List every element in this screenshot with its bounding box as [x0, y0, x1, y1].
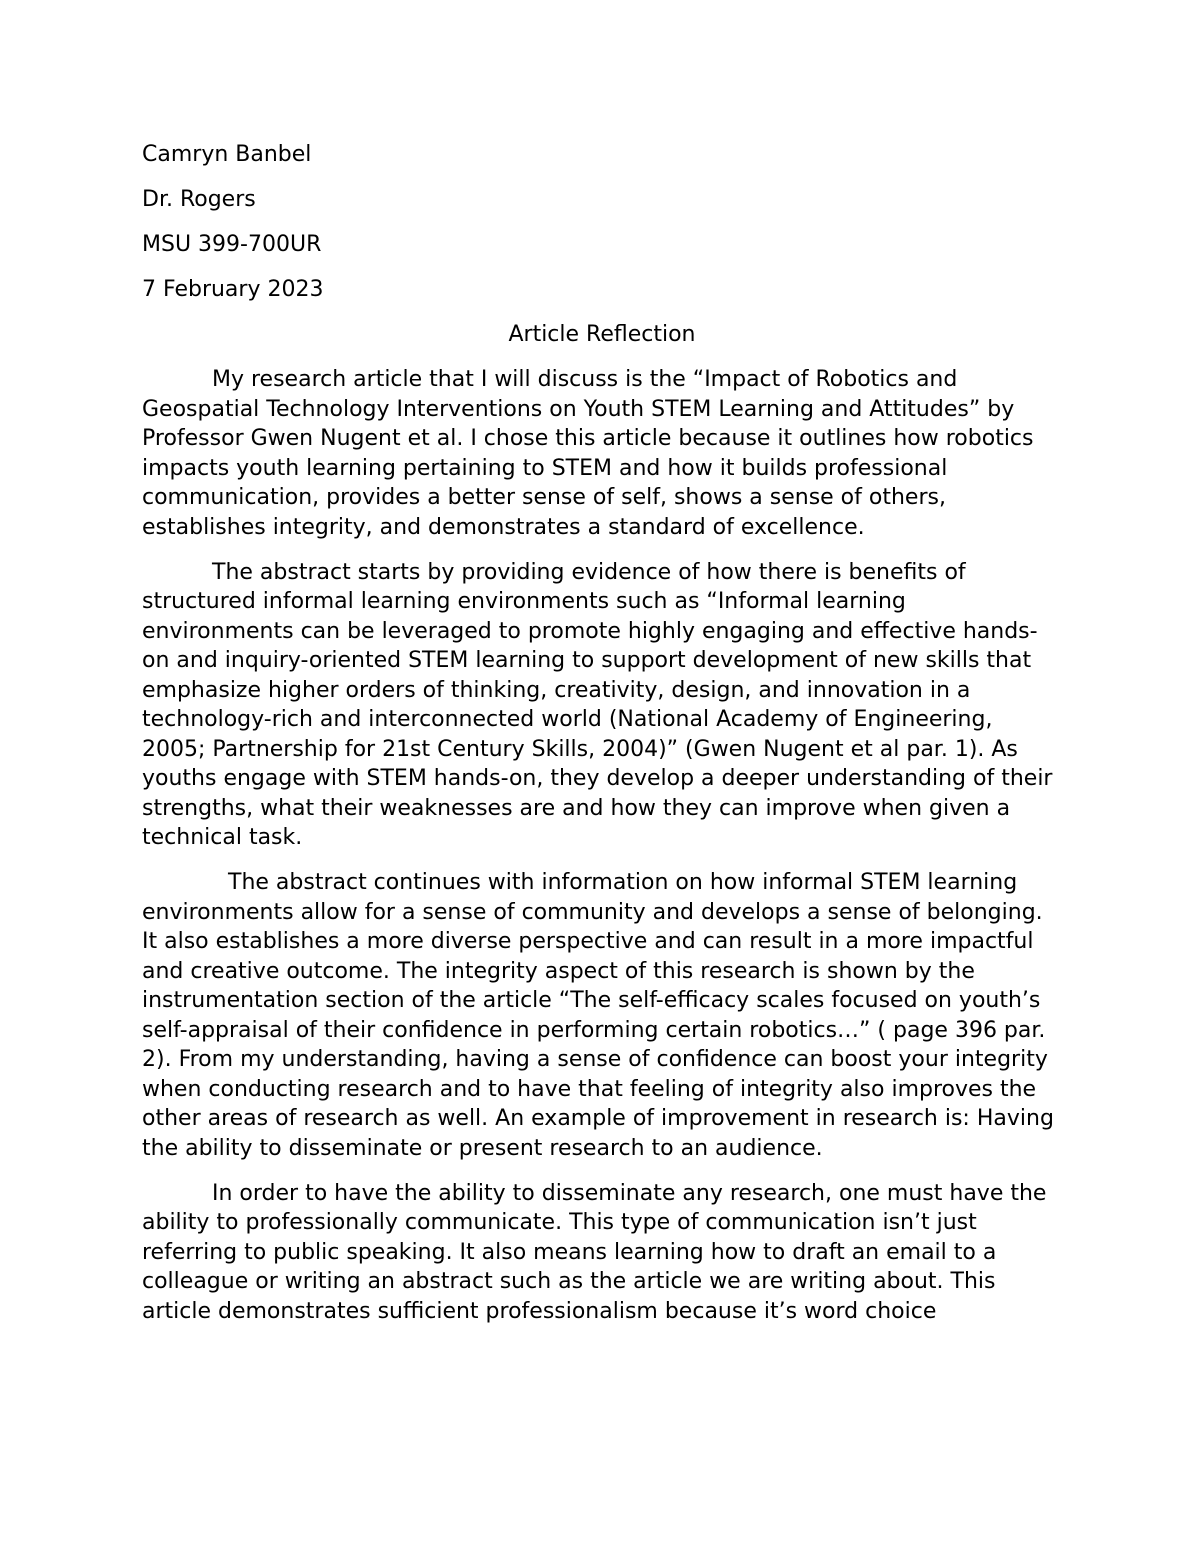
document-date: 7 February 2023 [142, 277, 324, 302]
document-title: Article Reflection [508, 322, 696, 347]
student-name: Camryn Banbel [142, 142, 312, 167]
paragraph-abstract: The abstract starts by providing evidence of how there is benefits of structured informal learning environments such as “Informal learning environments can be leveraged to promote highly engaging and effective hands-on and inquiry-oriented STEM learning to support development of new skills that emphasize higher orders of thinking, creativity, design, and innovation in a technology-rich and interconnected world (National Academy of Engineering, 2005; Partnership for 21st Century Skills, 2004)” (Gwen Nugent et al par. 1). As youths engage with STEM hands-on, they develop a deeper understanding of their strengths, what their weaknesses are and how they can improve when given a technical task. [142, 559, 1053, 850]
course-code: MSU 399-700UR [142, 232, 322, 257]
paragraph-intro: My research article that I will discuss is the “Impact of Robotics and Geospatial Technology Interventions on Youth STEM Learning and Attitudes” by Professor Gwen Nugent et al. I chose this article because it outlines how robotics impacts youth learning pertaining to STEM and how it builds professional communication, provides a better sense of self, shows a sense of others, establishes integrity, and demonstrates a standard of excellence. [142, 367, 1034, 540]
paragraph-communication: In order to have the ability to disseminate any research, one must have the ability to professionally communicate. This type of communication isn’t just referring to public speaking. It also means learning how to draft an email to a colleague or writing an abstract such as the article we are writing about. This article demonstrates sufficient professionalism because it’s word choice [142, 1180, 1047, 1324]
document-body [142, 140, 1062, 1326]
instructor-name: Dr. Rogers [142, 187, 256, 212]
paragraph-community: The abstract continues with information on how informal STEM learning environments allow for a sense of community and develops a sense of belonging. It also establishes a more diverse perspective and can result in a more impactful and creative outcome. The integrity aspect of this research is shown by the instrumentation section of the article “The self-efficacy scales focused on youth’s self-appraisal of their confidence in performing certain robotics…” ( page 396 par. 2). From my understanding, having a sense of confidence can boost your integrity when conducting research and to have that feeling of integrity also improves the other areas of research as well. An example of improvement in research is: Having the ability to disseminate or present research to an audience. [142, 870, 1054, 1161]
